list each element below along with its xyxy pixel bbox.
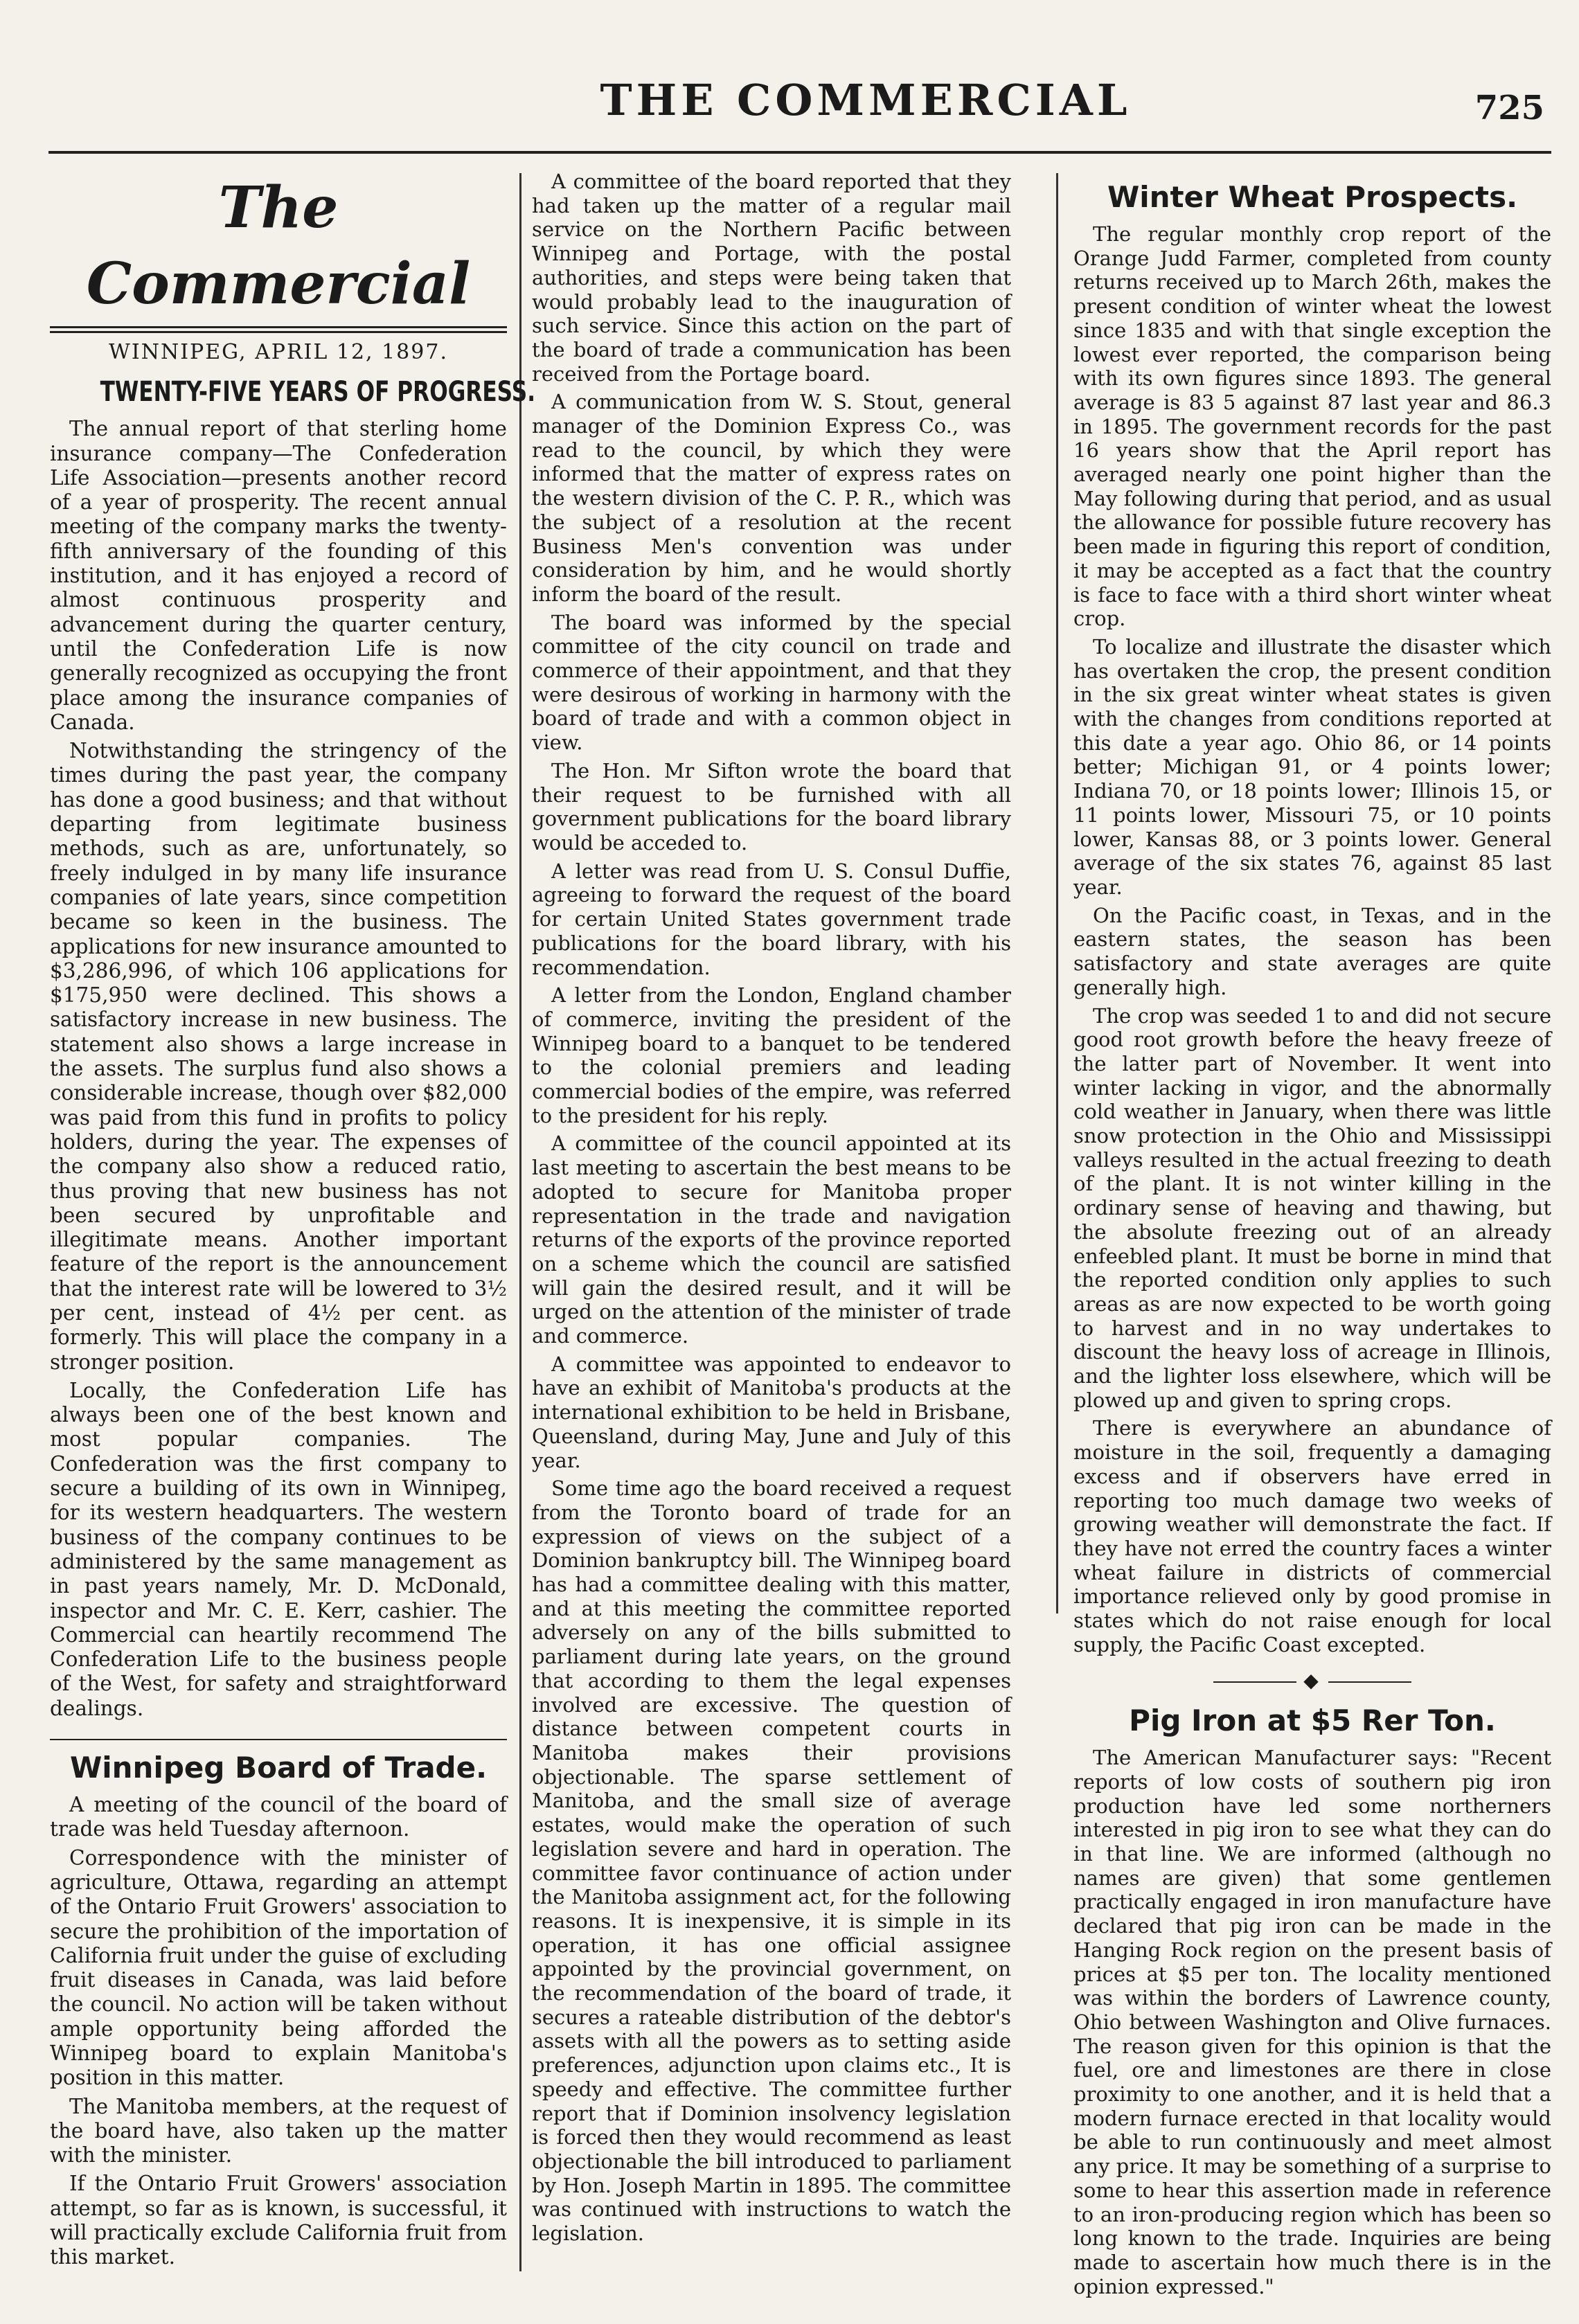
- article-heading-board-of-trade: Winnipeg Board of Trade.: [69, 1751, 488, 1785]
- paragraph: The annual report of that sterling home insurance company—The Confederation Life Association—presents another record of a year of prosperity. The recent annual meeting of the company marks the twenty-fifth anniversary of the founding of this institution, and it has enjoyed a record of almost continuous prosperity and advancement during the quarter century, until the Confederation Life is now generally recognized as occupying the front place among the insurance companies of Canada.: [50, 417, 507, 734]
- article-heading-pig-iron: Pig Iron at $5 Rer Ton.: [1129, 1704, 1496, 1738]
- paragraph: If the Ontario Fruit Growers' association attempt, so far as is known, is successful, it will practically exclude California fruit from this market.: [50, 2172, 507, 2269]
- dateline: WINNIPEG, APRIL 12, 1897.: [109, 340, 448, 364]
- paragraph: Some time ago the board received a request from the Toronto board of trade for an expression of views on the subject of a Dominion bankruptcy bill. The Winnipeg board has had a committee dealing with this matter, and at this meeting the committee reported adversely on any of the bills submitted to parliament during late years, on the ground that according to them the legal expenses involved are excessive. The question of distance between competent courts in Manitoba makes their provisions objectionable. The sparse settlement of Manitoba, and the small size of average estates, would make the operation of such legislation severe and hard in operation. The committee favor continuance of action under the Manitoba assignment act, for the following reasons. It is inexpensive, it is simple in its operation, it has one official assignee appointed by the provincial government, on the recommendation of the board of trade, it secures a rateable distribution of the debtor's assets with all the powers as to setting aside preferences, adjunction upon claims etc., It is speedy and effective. The committee further report that if Dominion insolvency legislation is forced then they would recommend as least objectionable the bill introduced to parliament by Hon. Joseph Martin in 1895. The committee was continued with instructions to watch the legislation.: [532, 1476, 1011, 2246]
- paragraph: A committee was appointed to endeavor to have an exhibit of Manitoba's products at the international exhibition to be held in Brisbane, Queensland, during May, June and July of this year.: [532, 1352, 1011, 1472]
- paragraph: A committee of the board reported that they had taken up the matter of a regular mail service on the Northern Pacific between Winnipeg and Portage, with the postal authorities, and steps were being taken that would probably lead to the inauguration of such service. Since this action on the part of the board of trade a communication has been received from the Portage board.: [532, 170, 1011, 386]
- paragraph: The Manitoba members, at the request of the board have, also taken up the matter with the minister.: [50, 2094, 507, 2167]
- paragraph: A communication from W. S. Stout, general manager of the Dominion Express Co., was read to the council, by which they were informed that the matter of express rates on the western division of the C. P. R., which was the subject of a resolution at the recent Business Men's convention was under consideration by him, and he would shortly inform the board of the result.: [532, 390, 1011, 606]
- column-rule-1: [519, 173, 521, 2271]
- article-heading-winter-wheat: Winter Wheat Prospects.: [1107, 180, 1518, 214]
- column-rule-2: [1056, 173, 1058, 1614]
- paragraph: The board was informed by the special committee of the city council on trade and commerce of their appointment, and that they were desirous of working in harmony with the board of trade and with a common object in view.: [532, 610, 1011, 755]
- paragraph: To localize and illustrate the disaster which has overtaken the crop, the present condition in the six great winter wheat states is given with the changes from conditions reported at this date a year ago. Ohio 86, or 14 points better; Michigan 91, or 4 points lower; Indiana 70, or 18 points lower; Illinois 15, or 11 points lower, Missouri 75, or 10 points lower, Kansas 88, or 3 points lower. General average of the six states 76, against 85 last year.: [1073, 634, 1551, 899]
- paragraph: The regular monthly crop report of the Orange Judd Farmer, completed from county returns received up to March 26th, makes the present condition of winter wheat the lowest since 1835 and with that single exception the lowest ever reported, the comparison being with its own figures since 1893. The general average is 83 5 against 87 last year and 86.3 in 1895. The government records for the past 16 years show that the April report has averaged nearly one point higher than the May following during that period, and as usual the allowance for possible future recovery has been made in figuring this report of condition, it may be accepted as a fact that the country is face to face with a third short winter wheat crop.: [1073, 222, 1551, 631]
- page-number: 725: [1474, 89, 1544, 127]
- paragraph: The crop was seeded 1 to and did not secure good root growth before the heavy freeze of the latter part of November. It went into winter lacking in vigor, and the abnormally cold weather in January, when there was little snow protection in the Ohio and Mississippi valleys resulted in the actual freezing to death of the plant. It is not winter killing in the ordinary sense of heaving and thawing, but the absolute freezing out of an already enfeebled plant. It must be borne in mind that the reported condition only applies to such areas as are now expected to be worth going to harvest and in no way undertakes to discount the heavy loss of acreage in Illinois, and the lighter loss elsewhere, which will be plowed up and given to spring crops.: [1073, 1003, 1551, 1412]
- masthead-rule: [50, 326, 507, 333]
- paragraph: A letter was read from U. S. Consul Duffie, agreeing to forward the request of the board for certain United States government trade publications for the board library, with his recommendation.: [532, 859, 1011, 979]
- article-separator: [50, 1739, 507, 1740]
- paragraph: A committee of the council appointed at its last meeting to ascertain the best means to be adopted to secure for Manitoba proper representation in the trade and navigation returns of the exports of the province reported on a scheme which the council are satisfied will gain the desired result, and it will be urged on the attention of the minister of trade and commerce.: [532, 1132, 1011, 1348]
- paragraph: A letter from the London, England chamber of commerce, inviting the president of the Winnipeg board to a banquet to be tendered to the colonial premiers and leading commercial bodies of the empire, was referred to the president for his reply.: [532, 983, 1011, 1127]
- paragraph: Notwithstanding the stringency of the times during the past year, the company has done a good business; and that without departing from legitimate business methods, such as are, unfortunately, so freely indulged in by many life insurance companies of late years, since competition became so keen in the business. The applications for new insurance amounted to $3,286,996, of which 106 applications for $175,950 were declined. This shows a satisfactory increase in new business. The statement also shows a large increase in the assets. The surplus fund also shows a considerable increase, though over $82,000 was paid from this fund in profits to policy holders, during the year. The expenses of the company also show a reduced ratio, thus proving that new business has not been secured by unprofitable and illegitimate means. Another important feature of the report is the announcement that the interest rate will be lowered to 3½ per cent, instead of 4½ per cent. as formerly. This will place the company in a stronger position.: [50, 739, 507, 1374]
- ornament-separator: ◆: [1073, 1669, 1551, 1693]
- paragraph: Locally, the Confederation Life has always been one of the best known and most popular companies. The Confederation was the first company to secure a building of its own in Winnipeg, for its western headquarters. The western business of the company continues to be administered by the same management as in past years namely, Mr. D. McDonald, inspector and Mr. C. E. Kerr, cashier. The Commercial can heartily recommend The Confederation Life to the business people of the West, for safety and straightforward dealings.: [50, 1378, 507, 1720]
- column-1: [50, 170, 536, 2274]
- paragraph: Correspondence with the minister of agriculture, Ottawa, regarding an attempt of the Ontario Fruit Growers' association to secure the prohibition of the importation of California fruit under the guise of excluding fruit diseases in Canada, was laid before the council. No action will be taken without ample opportunity being afforded the Winnipeg board to explain Manitoba's position in this matter.: [50, 1845, 508, 2090]
- header-rule: [48, 151, 1551, 154]
- paragraph: On the Pacific coast, in Texas, and in the eastern states, the season has been satisfactory and state averages are quite generally high.: [1073, 903, 1551, 999]
- masthead: The Commercial: [86, 175, 471, 317]
- article-heading-progress: TWENTY-FIVE YEARS OF PROGRESS.: [100, 376, 536, 409]
- paragraph: The Hon. Mr Sifton wrote the board that their request to be furnished with all government publications for the board library would be acceded to.: [532, 758, 1011, 855]
- paragraph: The American Manufacturer says: "Recent reports of low costs of southern pig iron production have led some northerners interested in pig iron to see what they can do in that line. We are informed (although no names are given) that some gentlemen practically engaged in iron manufacture have declared that pig iron can be made in the Hanging Rock region on the present basis of prices at $5 per ton. The locality mentioned was within the borders of Lawrence county, Ohio between Washington and Olive furnaces. The reason given for this opinion is that the fuel, ore and limestones are there in close proximity to one another, and it is held that a modern furnace erected in that locality would be able to run continuously and meet almost any price. It may be something of a surprise to some to hear this assertion made in reference to an iron-producing region which has been so long known to the trade. Inquiries are being made to ascertain how much there is in the opinion expressed.": [1073, 1746, 1551, 2298]
- column-3: [1073, 170, 1551, 2303]
- paragraph: A meeting of the council of the board of trade was held Tuesday afternoon.: [50, 1793, 507, 1841]
- running-head: THE COMMERCIAL: [600, 75, 1132, 125]
- column-2: [532, 170, 1011, 2250]
- paragraph: There is everywhere an abundance of moisture in the soil, frequently a damaging excess and if observers have erred in reporting too much damage two weeks of growing weather will demonstrate the fact. If they have not erred the country faces a winter wheat failure in districts of commercial importance relieved only by good promise in states which do not raise enough for local supply, the Pacific Coast excepted.: [1073, 1416, 1551, 1656]
